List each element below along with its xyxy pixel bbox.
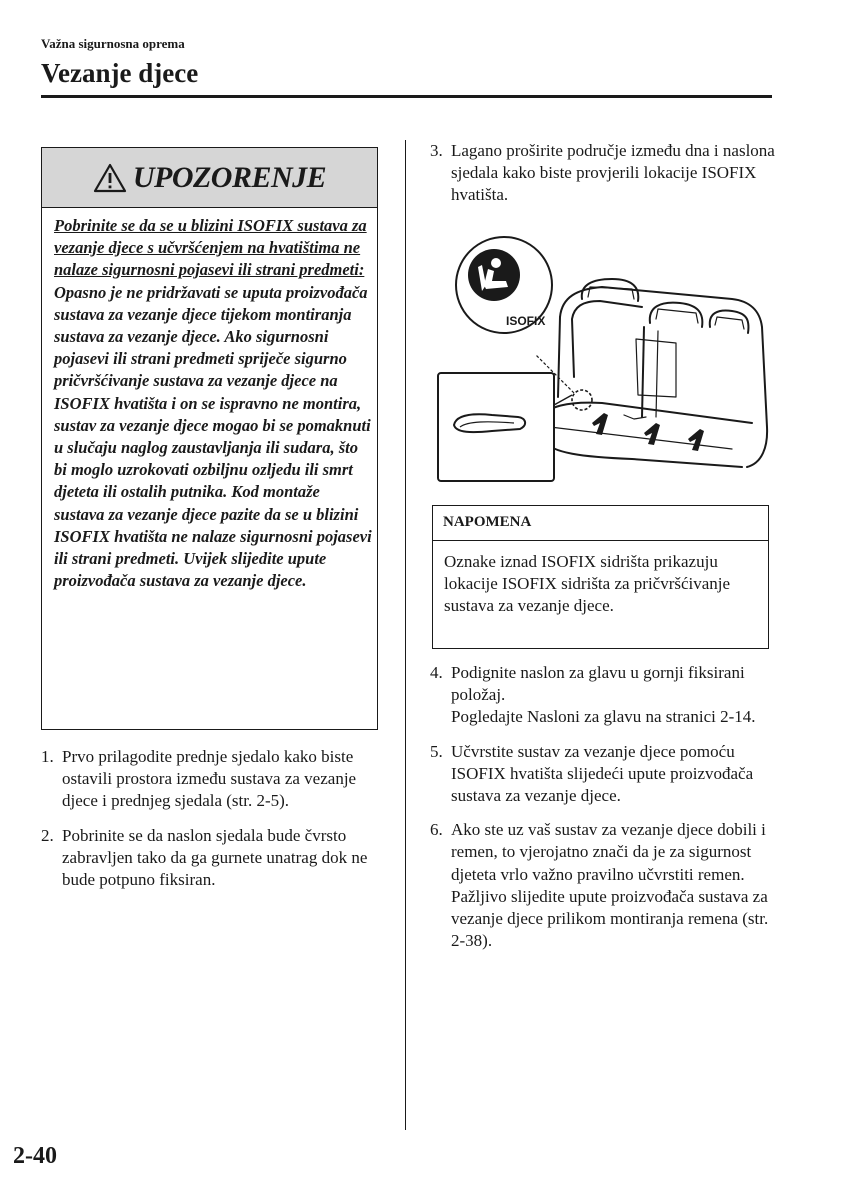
list-item	[41, 746, 371, 813]
section-label: Važna sigurnosna oprema	[41, 36, 185, 51]
isofix-seat-illustration	[432, 227, 772, 489]
isofix-icon-label: ISOFIX	[506, 314, 546, 328]
warning-title: UPOZORENJE	[132, 160, 327, 194]
step-number: 1.	[41, 747, 54, 766]
warning-box	[41, 147, 378, 730]
list-item	[430, 662, 775, 729]
steps-right-bottom	[430, 662, 775, 964]
step-number: 4.	[430, 663, 443, 682]
steps-right-top	[430, 140, 775, 219]
step-text: Ako ste uz vaš sustav za vezanje djece dobili i remen, to vjerojatno znači da je za sigurnost djeteta vrlo važno pravilno učvrstiti remen. Pažljivo slijedite upute proizvođača sustava za vezanje djece prilikom montiranja remena (str. 2-38).	[451, 820, 769, 951]
steps-left	[41, 746, 371, 903]
step-number: 5.	[430, 741, 443, 761]
step-text: Podignite naslon za glavu u gornji fiksirani položaj.	[451, 663, 745, 705]
page-title: Vezanje djece	[41, 58, 199, 88]
step-text: Lagano proširite područje između dna i naslona sjedala kako biste provjerili lokacije ISOFIX hvatišta.	[451, 141, 775, 205]
note-box	[432, 505, 769, 649]
warning-header	[42, 148, 377, 208]
note-title: NAPOMENA	[433, 506, 768, 541]
step-number: 2.	[41, 825, 54, 845]
title-rule	[41, 95, 772, 98]
step-text: Učvrstite sustav za vezanje djece pomoću ISOFIX hvatišta slijedeći upute proizvođača sustava za vezanje djece.	[451, 741, 754, 806]
step-number: 3.	[430, 141, 443, 160]
warning-triangle-icon	[93, 163, 127, 193]
note-body: Oznake iznad ISOFIX sidrišta prikazuju lokacije ISOFIX sidrišta za pričvršćivanje sustava za vezanje djece.	[444, 552, 731, 616]
column-divider	[405, 140, 406, 1130]
page-number: 2-40	[13, 1143, 57, 1169]
step-text: Prvo prilagodite prednje sjedalo kako biste ostavili prostora između sustava za vezanje djece i prednjeg sjedala (str. 2-5).	[62, 747, 357, 811]
step-text-reference: Pogledajte Nasloni za glavu na stranici 2-14.	[451, 707, 756, 727]
list-item	[41, 825, 371, 892]
list-item	[430, 819, 775, 952]
step-number: 6.	[430, 820, 443, 840]
list-item	[430, 741, 775, 808]
warning-heading: Pobrinite se da se u blizini ISOFIX sustava za vezanje djece s učvršćenjem na hvatištima ne nalaze sigurnosni pojasevi ili strani predmeti:	[54, 216, 367, 280]
list-item	[430, 140, 775, 207]
warning-body	[54, 215, 372, 592]
step-text: Pobrinite se da naslon sjedala bude čvrsto zabravljen tako da ga gurnete unatrag dok ne bude potpuno fiksiran.	[62, 825, 368, 890]
warning-text: Opasno je ne pridržavati se uputa proizvođača sustava za vezanje djece tijekom montiranja sustava za vezanje djece. Ako sigurnosni pojasevi ili strani predmeti spriječe sigurno pričvršćivanje sustava za vezanje djece na ISOFIX hvatišta i on se ispravno ne montira, sustav za vezanje djece mogao bi se pomaknuti u slučaju naglog zaustavljanja ili sudara, što bi moglo uzrokovati ozbiljnu ozljedu ili smrt djeteta ili ostalih putnika. Kod montaže sustava za vezanje djece pazite da se u blizini ISOFIX hvatišta ne nalaze sigurnosni pojasevi ili strani predmeti. Uvijek slijedite upute proizvođača sustava za vezanje djece.	[54, 282, 372, 591]
